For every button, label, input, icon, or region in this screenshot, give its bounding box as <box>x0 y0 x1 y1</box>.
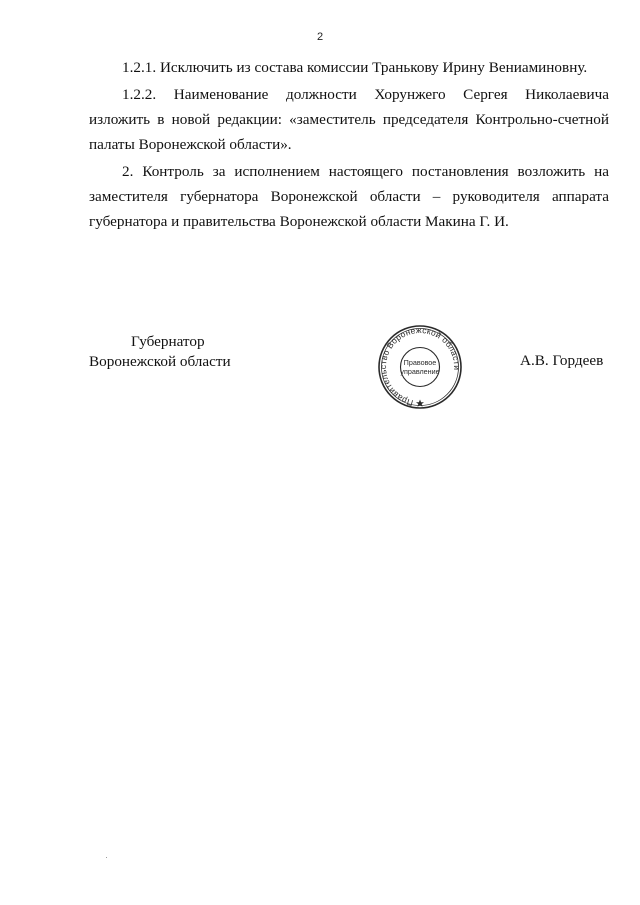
signature-block <box>0 324 640 414</box>
paragraph-line: 2. Контроль за исполнением настоящего постановления возложить на <box>122 163 609 180</box>
signatory-title: Губернатор <box>131 333 205 350</box>
paragraph-line: заместителя губернатора Воронежской области – руководителя аппарата <box>89 188 609 205</box>
paragraph-2 <box>89 159 609 234</box>
official-seal <box>367 324 473 410</box>
paragraph-line: 1.2.1. Исключить из состава комиссии Транькову Ирину Вениаминовну. <box>122 59 588 76</box>
document-body <box>89 55 609 236</box>
paragraph-1-2-2 <box>89 82 609 157</box>
paragraph-line: 1.2.2. Наименование должности Хорунжего Сергея Николаевича <box>122 86 609 103</box>
page-number: 2 <box>316 31 324 43</box>
paragraph-line: изложить в новой редакции: «заместитель председателя Контрольно-счетной <box>89 111 609 128</box>
signatory-position <box>89 332 289 372</box>
seal-icon <box>367 324 473 410</box>
scan-speck <box>106 857 107 858</box>
paragraph-line: палаты Воронежской области». <box>89 136 292 153</box>
signatory-region: Воронежской области <box>89 353 231 370</box>
seal-center-line-1: Правовое <box>403 358 437 367</box>
signatory-name: А.В. Гордеев <box>520 352 604 369</box>
seal-center-line-2: управление <box>400 367 440 376</box>
paragraph-line: губернатора и правительства Воронежской области Макина Г. И. <box>89 213 509 230</box>
paragraph-1-2-1 <box>89 55 609 80</box>
seal-ring-text: Правительство Воронежской области <box>378 324 463 409</box>
